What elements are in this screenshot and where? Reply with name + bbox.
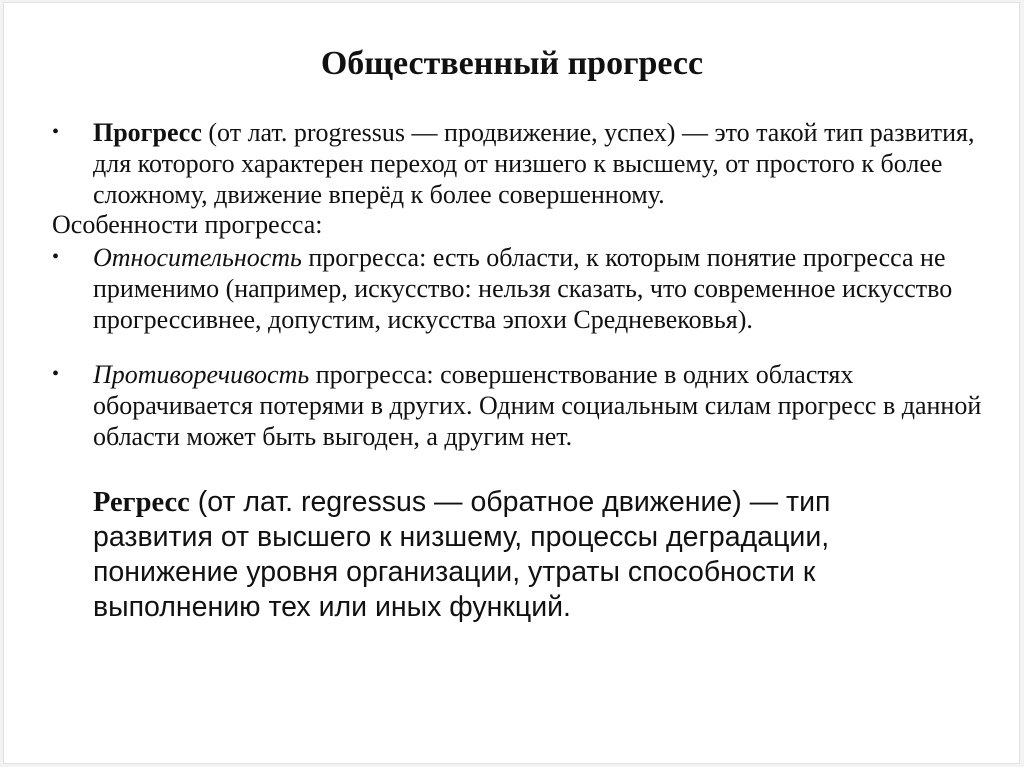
progress-definition: [93, 117, 982, 210]
features-heading: Особенности прогресса:: [52, 210, 323, 239]
progress-text: (от лат. progressus — продвижение, успех) — это такой тип развития, для которого характерен переход от низшего к высшему, от простого к более сложному, движение вперёд к более совершенному.: [93, 118, 975, 209]
list-item-progress: [52, 117, 982, 210]
term-contradiction: Противоречивость: [93, 360, 310, 389]
contradiction-text: прогресса: совершенствование в одних областях оборачивается потерями в других. Одним социальным силам прогресс в данной области может быть выгоден, а другим нет.: [93, 360, 982, 451]
list-item-relativity: [52, 242, 982, 335]
term-regress: Регресс: [93, 487, 190, 518]
bullet-icon: •: [52, 246, 60, 268]
bullet-icon: •: [52, 121, 60, 143]
regress-text: (от лат. regressus — обратное движение) — тип развития от высшего к низшему, процессы деградации, понижение уровня организации, утраты способности к выполнению тех или иных функций.: [93, 486, 831, 623]
page-title: Общественный прогресс: [320, 45, 704, 82]
list-item-contradiction: [52, 359, 982, 452]
relativity-text: прогресса: есть области, к которым понятие прогресса не применимо (например, искусство: нельзя сказать, что современное искусство прогрессивнее, допустим, искусства эпохи Средневековья).: [93, 243, 953, 334]
regress-definition: [93, 485, 953, 625]
relativity-text-block: [93, 242, 982, 335]
term-progress: Прогресс: [93, 118, 202, 147]
term-relativity: Относительность: [93, 243, 302, 272]
bullet-icon: •: [52, 363, 60, 385]
contradiction-text-block: [93, 359, 982, 452]
